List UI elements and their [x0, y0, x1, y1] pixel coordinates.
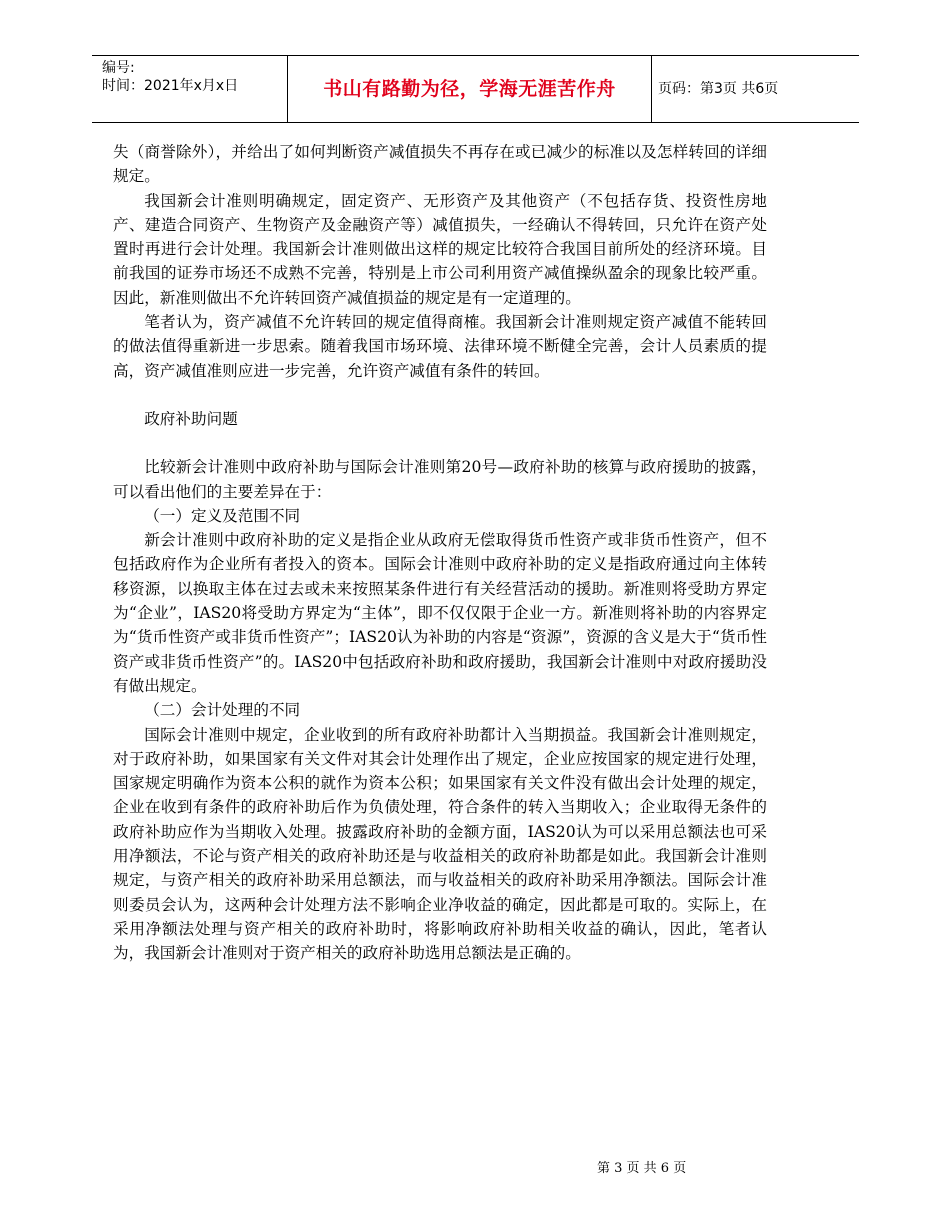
document-time-label: 时间：2021年x月x日 [102, 78, 239, 94]
header-motto: 书山有路勤为径，学海无涯苦作舟 [287, 56, 652, 122]
body-paragraph: 国际会计准则中规定，企业收到的所有政府补助都计入当期损益。我国新会计准则规定，对于政府补助，如果国家有关文件对其会计处理作出了规定，企业应按国家的规定进行处理，国家规定明确作为资本公积的就作为资本公积；如果国家有关文件没有做出会计处理的规定，企业在收到有条件的政府补助后作为负债处理，符合条件的转入当期收入；企业取得无条件的政府补助应作为当期收入处理。披露政府补助的金额方面，IAS20认为可以采用总额法也可采用净额法，不论与资产相关的政府补助还是与收益相关的政府补助都是如此。我国新会计准则规定，与资产相关的政府补助采用总额法，而与收益相关的政府补助采用净额法。国际会计准则委员会认为，这两种会计处理方法不影响企业净收益的确定，因此都是可取的。实际上，在采用净额法处理与资产相关的政府补助时，将影响政府补助相关收益的确认，因此，笔者认为，我国新会计准则对于资产相关的政府补助选用总额法是正确的。 [113, 725, 767, 963]
body-paragraph: 我国新会计准则明确规定，固定资产、无形资产及其他资产（不包括存货、投资性房地产、建造合同资产、生物资产及金融资产等）减值损失，一经确认不得转回，只允许在资产处置时再进行会计处理。我国新会计准则做出这样的规定比较符合我国目前所处的经济环境。目前我国的证券市场还不成熟不完善，特别是上市公司利用资产减值操纵盈余的现象比较严重。因此，新准则做出不允许转回资产减值损益的规定是有一定道理的。 [113, 191, 767, 307]
body-paragraph-continuation: 失（商誉除外），并给出了如何判断资产减值损失不再存在或已减少的标准以及怎样转回的详细规定。 [113, 143, 767, 186]
header-page-number: 页码：第3页 共6页 [658, 81, 779, 97]
section-heading: 政府补助问题 [144, 409, 238, 428]
subsection-heading: （一）定义及范围不同 [144, 506, 301, 525]
body-paragraph: 新会计准则中政府补助的定义是指企业从政府无偿取得货币性资产或非货币性资产，但不包括政府作为企业所有者投入的资本。国际会计准则中政府补助的定义是指政府通过向主体转移资源，以换取主体在过去或未来按照某条件进行有关经营活动的援助。新准则将受助方界定为“企业”，IAS20将受助方界定为“主体”，即不仅仅限于企业一方。新准则将补助的内容界定为“货币性资产或非货币性资产”；IAS20认为补助的内容是“资源”，资源的含义是大于“货币性资产或非货币性资产”的。IAS20中包括政府补助和政府援助，我国新会计准则中对政府援助没有做出规定。 [113, 531, 767, 695]
subsection-heading: （二）会计处理的不同 [144, 701, 301, 720]
page-header [92, 55, 859, 123]
document-number-label: 编号: [102, 60, 135, 76]
page-footer: 第 3 页 共 6 页 [597, 1161, 687, 1176]
body-paragraph: 笔者认为，资产减值不允许转回的规定值得商榷。我国新会计准则规定资产减值不能转回的做法值得重新进一步思索。随着我国市场环境、法律环境不断健全完善，会计人员素质的提高，资产减值准则应进一步完善，允许资产减值有条件的转回。 [113, 313, 767, 380]
body-paragraph: 比较新会计准则中政府补助与国际会计准则第20号—政府补助的核算与政府援助的披露，可以看出他们的主要差异在于： [113, 458, 767, 501]
header-left-cell [92, 56, 282, 122]
document-body [113, 140, 767, 966]
